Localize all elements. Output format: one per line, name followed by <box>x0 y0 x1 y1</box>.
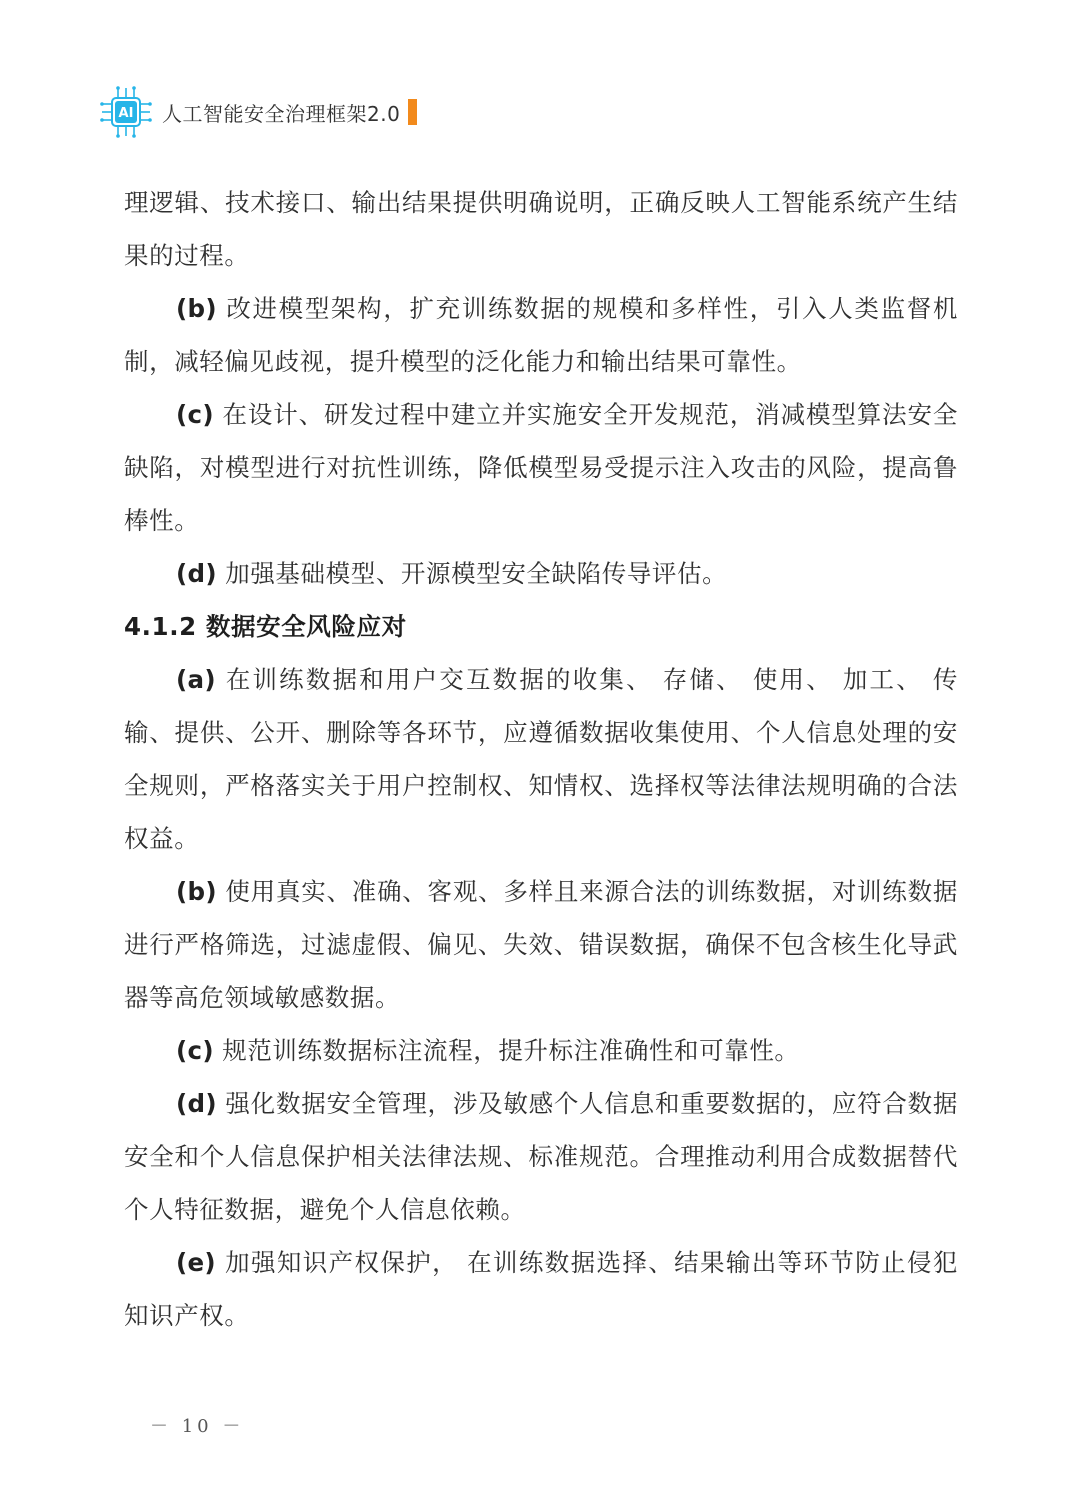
paragraph-continuation: 理逻辑、技术接口、输出结果提供明确说明，正确反映人工智能系统产生结果的过程。 <box>124 188 958 270</box>
logo-text: AI <box>118 106 134 121</box>
item-label: (e) <box>176 1248 216 1277</box>
item-label: (a) <box>176 665 216 694</box>
list-item-d-model <box>124 547 958 600</box>
page-number: － 10 － <box>150 1416 245 1437</box>
item-label: (c) <box>176 400 214 429</box>
item-label: (d) <box>176 559 217 588</box>
document-body <box>124 176 958 1342</box>
item-text: 在训练数据和用户交互数据的收集、 存储、 使用、 加工、 传输、提供、公开、删除等各环节，应遵循数据收集使用、个人信息处理的安全规则，严格落实关于用户控制权、知情权、选择权等法律法规明确的合法权益。 <box>124 665 958 853</box>
document-title: 人工智能安全治理框架2.0 <box>162 101 401 126</box>
item-text: 规范训练数据标注流程，提升标注准确性和可靠性。 <box>222 1036 800 1065</box>
item-text: 改进模型架构，扩充训练数据的规模和多样性，引入人类监督机制，减轻偏见歧视，提升模型的泛化能力和输出结果可靠性。 <box>124 294 959 376</box>
item-text: 加强知识产权保护， 在训练数据选择、结果输出等环节防止侵犯知识产权。 <box>124 1248 959 1330</box>
list-item-b-model <box>124 282 958 388</box>
item-label: (b) <box>176 294 217 323</box>
item-label: (d) <box>176 1089 217 1118</box>
list-item-c-model <box>124 388 958 547</box>
accent-bar <box>408 99 417 125</box>
list-item-e-data <box>124 1236 958 1342</box>
item-label: (c) <box>176 1036 214 1065</box>
list-item-c-data <box>124 1024 958 1077</box>
ai-chip-logo-icon <box>100 86 152 138</box>
item-text: 在设计、研发过程中建立并实施安全开发规范，消减模型算法安全缺陷，对模型进行对抗性训练，降低模型易受提示注入攻击的风险，提高鲁棒性。 <box>124 400 959 535</box>
item-text: 加强基础模型、开源模型安全缺陷传导评估。 <box>225 559 728 588</box>
item-text: 使用真实、准确、客观、多样且来源合法的训练数据，对训练数据进行严格筛选，过滤虚假、偏见、失效、错误数据，确保不包含核生化导武器等高危领域敏感数据。 <box>124 877 958 1012</box>
list-item-a-data <box>124 653 958 865</box>
page-header <box>100 84 417 140</box>
item-label: (b) <box>176 877 217 906</box>
list-item-b-data <box>124 865 958 1024</box>
item-text: 强化数据安全管理，涉及敏感个人信息和重要数据的，应符合数据安全和个人信息保护相关法律法规、标准规范。合理推动利用合成数据替代个人特征数据，避免个人信息依赖。 <box>124 1089 958 1224</box>
section-heading: 4.1.2 数据安全风险应对 <box>124 612 407 641</box>
list-item-d-data <box>124 1077 958 1236</box>
